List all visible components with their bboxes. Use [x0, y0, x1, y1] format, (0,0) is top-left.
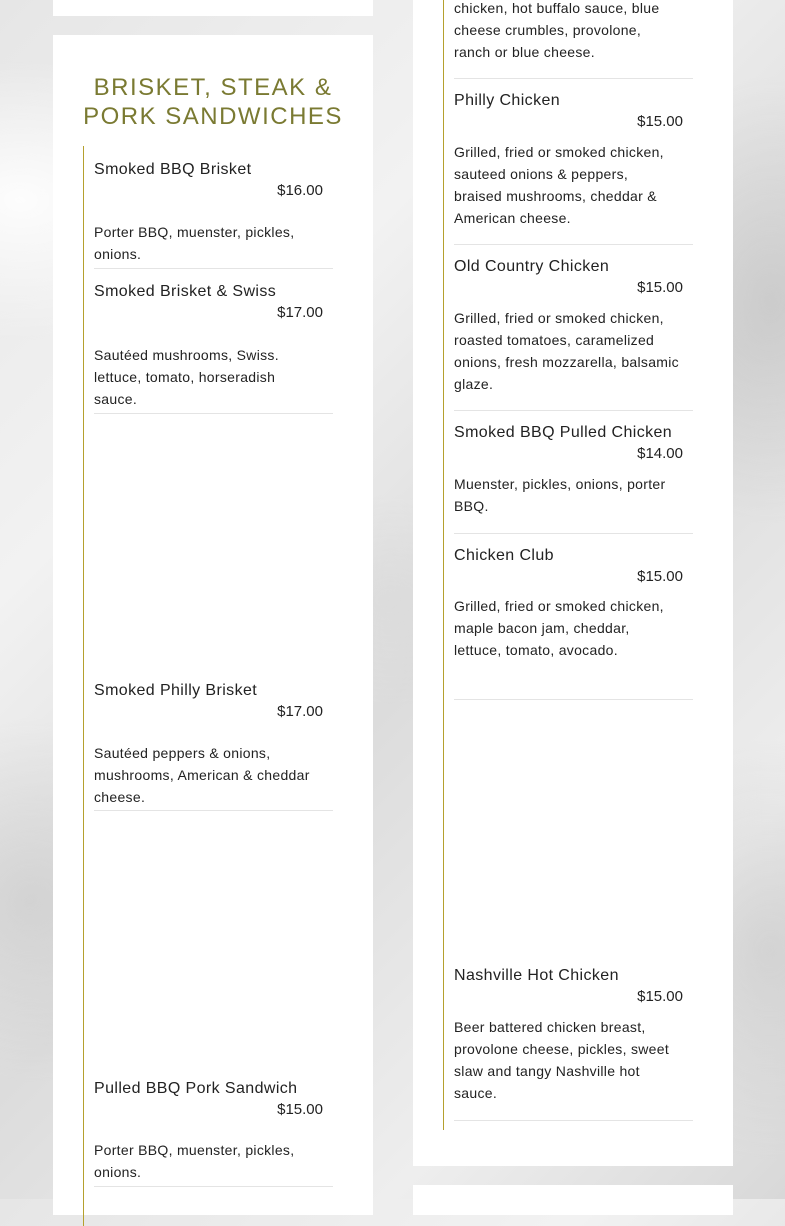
item-description: Porter BBQ, muenster, pickles, onions.: [94, 1142, 295, 1180]
menu-item[interactable]: [454, 967, 693, 1121]
item-price: $17.00: [277, 304, 323, 321]
item-price: $15.00: [637, 279, 683, 296]
menu-card-brisket-steak-pork: [53, 35, 373, 1215]
menu-item[interactable]: [454, 424, 693, 534]
item-description: Muenster, pickles, onions, porter BBQ.: [454, 476, 666, 514]
menu-item-list: [443, 0, 694, 1130]
item-price: $15.00: [637, 113, 683, 130]
item-description: chicken, hot buffalo sauce, blue cheese crumbles, provolone, ranch or blue cheese.: [454, 0, 660, 60]
menu-item[interactable]: [454, 547, 693, 700]
menu-item[interactable]: [454, 258, 693, 411]
item-price: $17.00: [277, 703, 323, 720]
item-price: $14.00: [637, 445, 683, 462]
item-description: Porter BBQ, muenster, pickles, onions.: [94, 224, 295, 262]
item-name: Smoked BBQ Pulled Chicken: [454, 424, 673, 441]
menu-card-chicken-sandwiches: [413, 0, 733, 1166]
item-description: Sautéed peppers & onions, mushrooms, American & cheddar cheese.: [94, 745, 310, 805]
menu-item[interactable]: [94, 283, 333, 414]
menu-item-list: [83, 146, 334, 1226]
item-description: Sautéed mushrooms, Swiss. lettuce, tomato, horseradish sauce.: [94, 347, 279, 407]
menu-item[interactable]: [94, 682, 333, 811]
item-description: Beer battered chicken breast, provolone cheese, pickles, sweet slaw and tangy Nashville hot sauce.: [454, 1019, 670, 1101]
item-name: Smoked BBQ Brisket: [94, 161, 252, 178]
item-name: Smoked Philly Brisket: [94, 682, 258, 699]
menu-item[interactable]: [454, 92, 693, 245]
menu-item-partial[interactable]: [454, 0, 693, 79]
item-price: $15.00: [637, 988, 683, 1005]
item-name: Smoked Brisket & Swiss: [94, 283, 277, 300]
item-description: Grilled, fried or smoked chicken, roasted tomatoes, caramelized onions, fresh mozzarella, balsamic glaze.: [454, 310, 679, 392]
section-title: BRISKET, STEAK & PORK SANDWICHES: [83, 74, 343, 130]
menu-card-next: [413, 1185, 733, 1215]
menu-item[interactable]: [94, 1080, 333, 1187]
menu-card-previous: [53, 0, 373, 16]
item-name: Old Country Chicken: [454, 258, 610, 275]
item-name: Nashville Hot Chicken: [454, 967, 619, 984]
item-name: Chicken Club: [454, 547, 554, 564]
item-name: Philly Chicken: [454, 92, 561, 109]
item-price: $15.00: [637, 568, 683, 585]
item-name: Pulled BBQ Pork Sandwich: [94, 1080, 298, 1097]
item-price: $15.00: [277, 1101, 323, 1118]
item-description: Grilled, fried or smoked chicken, maple bacon jam, cheddar, lettuce, tomato, avocado.: [454, 598, 664, 658]
item-price: $16.00: [277, 182, 323, 199]
item-description: Grilled, fried or smoked chicken, sauteed onions & peppers, braised mushrooms, cheddar & American cheese.: [454, 144, 664, 226]
menu-item[interactable]: [94, 161, 333, 269]
